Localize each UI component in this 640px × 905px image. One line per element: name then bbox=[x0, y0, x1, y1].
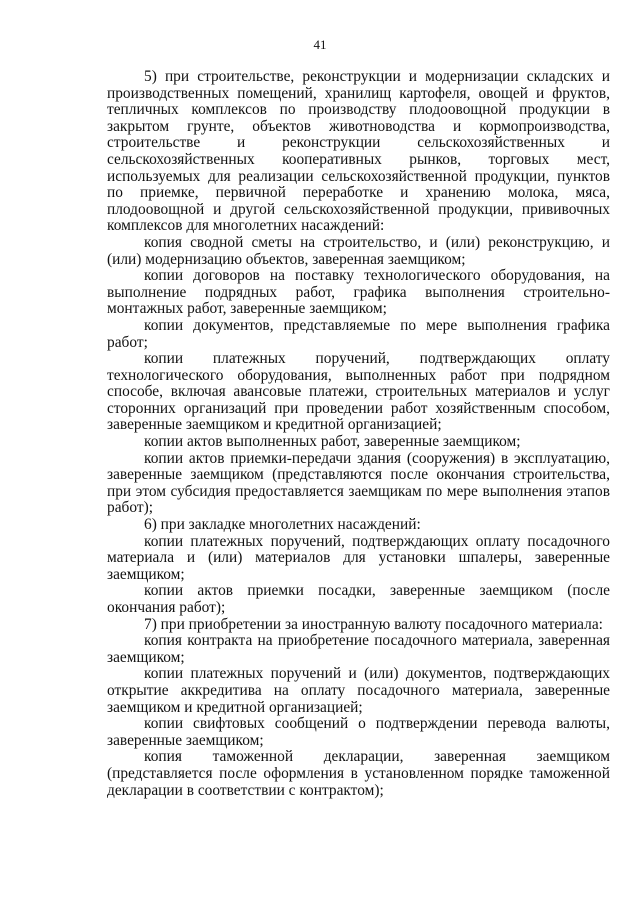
paragraph-documents-copy: копии документов, представляемые по мере выполнения графика работ; bbox=[107, 316, 610, 351]
paragraph-estimate-copy: копия сводной сметы на строительство, и (или) реконструкцию, и (или) модернизацию объектов, заверенная заемщиком; bbox=[107, 233, 610, 268]
paragraph-acts-acceptance: копии актов приемки-передачи здания (сооружения) в эксплуатацию, заверенные заемщиком (представляются после окончания строительства, при этом субсидия предоставляется заемщикам по мере выполнения этапов работ); bbox=[107, 449, 610, 517]
page-number: 41 bbox=[313, 37, 327, 52]
paragraph-contracts-copy: копии договоров на поставку технологического оборудования, на выполнение подрядных работ, графика выполнения строительно-монтажных работ, заверенные заемщиком; bbox=[107, 267, 610, 318]
paragraph-planting-payments: копии платежных поручений, подтверждающих оплату посадочного материала и (или) материалов для установки шпалеры, заверенные заемщиком; bbox=[107, 532, 610, 583]
document-body bbox=[107, 69, 610, 799]
paragraph-item-7: 7) при приобретении за иностранную валюту посадочного материала: bbox=[144, 615, 603, 633]
paragraph-planting-acts: копии актов приемки посадки, заверенные заемщиком (после окончания работ); bbox=[107, 582, 610, 616]
paragraph-swift-messages: копии свифтовых сообщений о подтверждении перевода валюты, заверенные заемщиком; bbox=[107, 715, 610, 749]
paragraph-acts-completed: копии актов выполненных работ, заверенные заемщиком; bbox=[144, 433, 521, 451]
paragraph-contract-copy: копия контракта на приобретение посадочного материала, заверенная заемщиком; bbox=[107, 632, 610, 666]
paragraph-payment-orders: копии платежных поручений, подтверждающих оплату технологического оборудования, выполненных работ при подрядном способе, включая авансовые платежи, строительных материалов и услуг сторонних организаций при проведении работ хозяйственным способом, заверенные заемщиком и кредитной организацией; bbox=[107, 350, 610, 434]
paragraph-item-5: 5) при строительстве, реконструкции и модернизации складских и производственных помещений, хранилищ картофеля, овощей и фруктов, тепличных комплексов по производству плодоовощной продукции в закрытом грунте, объектов животноводства и кормопроизводства, строительстве и реконструкции сельскохозяйственных и сельскохозяйственных кооперативных рынков, торговых мест, используемых для реализации сельскохозяйственной продукции, пунктов по приемке, первичной переработке и хранению молока, мяса, плодоовощной и другой сельскохозяйственной продукции, прививочных комплексов для многолетних насаждений: bbox=[107, 68, 610, 235]
paragraph-customs-declaration: копия таможенной декларации, заверенная заемщиком (представляется после оформления в установленном порядке таможенной декларации в соответствии с контрактом); bbox=[107, 748, 610, 799]
paragraph-item-6: 6) при закладке многолетних насаждений: bbox=[144, 516, 421, 534]
paragraph-letter-of-credit: копии платежных поручений и (или) документов, подтверждающих открытие аккредитива на оплату посадочного материала, заверенные заемщиком и кредитной организацией; bbox=[107, 665, 610, 716]
